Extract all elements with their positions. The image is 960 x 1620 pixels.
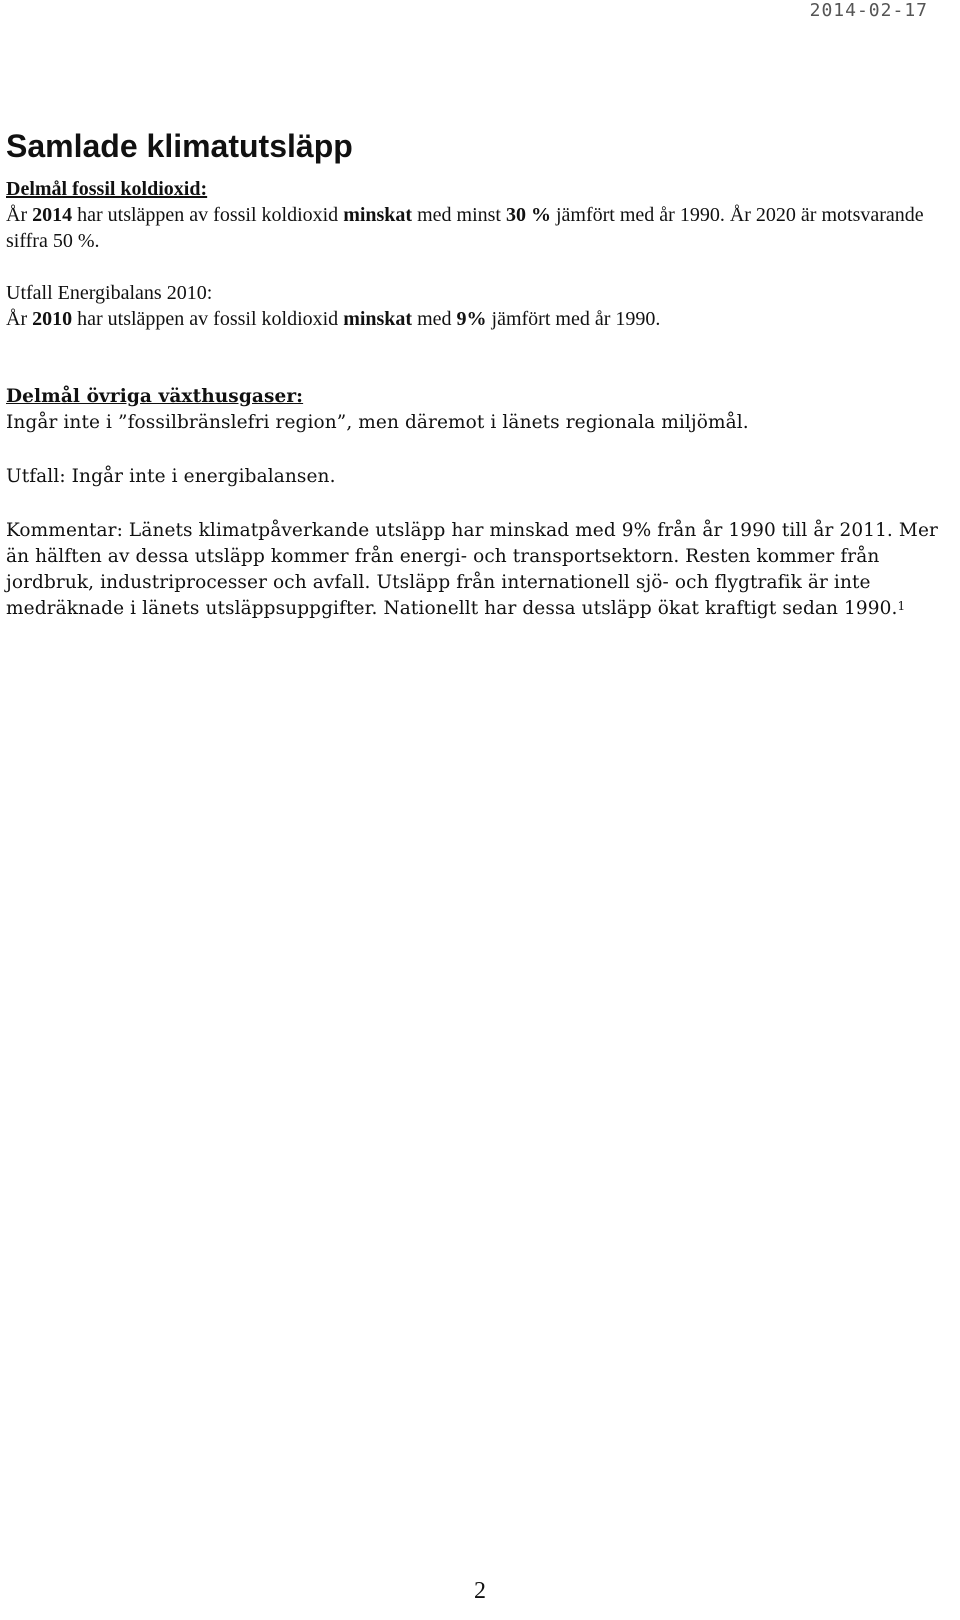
other-gases-outcome: Utfall: Ingår inte i energibalansen. xyxy=(6,466,336,487)
page-number: 2 xyxy=(474,1578,486,1604)
other-gases-text: Ingår inte i ”fossilbränslefri region”, men däremot i länets regionala miljömål. xyxy=(6,412,749,433)
comment-paragraph: Kommentar: Länets klimatpåverkande utsläpp har minskad med 9% från år 1990 till år 2011. Mer än hälften av dessa utsläpp kommer från energi- och transportsektorn. Resten kommer från jordbruk, industriprocesser och avfall. Utsläpp från internationell sjö- och flygtrafik är inte medräknade i länets utsläppsuppgifter. Nationellt har dessa utsläpp ökat kraftigt sedan 1990.$^1$ xyxy=(6,520,938,619)
section-heading-other-gases: Delmål övriga växthusgaser: xyxy=(6,386,304,407)
footnote-reference[interactable]: 1 xyxy=(897,599,906,613)
document-body xyxy=(6,126,946,622)
page-title: Samlade klimatutsläpp xyxy=(6,128,353,164)
fossil-outcome-label: Utfall Energibalans 2010: xyxy=(6,282,213,304)
section-heading-fossil: Delmål fossil koldioxid: xyxy=(6,178,208,200)
header-date: 2014-02-17 xyxy=(809,0,928,21)
fossil-outcome-paragraph: År 2010 har utsläppen av fossil koldioxid minskat med 9% jämfört med år 1990. xyxy=(6,308,661,330)
fossil-target-paragraph: År 2014 har utsläppen av fossil koldioxid minskat med minst 30 % jämfört med år 1990. År 2020 är motsvarande siffra 50 %. xyxy=(6,204,924,252)
other-gases-section xyxy=(6,384,946,622)
